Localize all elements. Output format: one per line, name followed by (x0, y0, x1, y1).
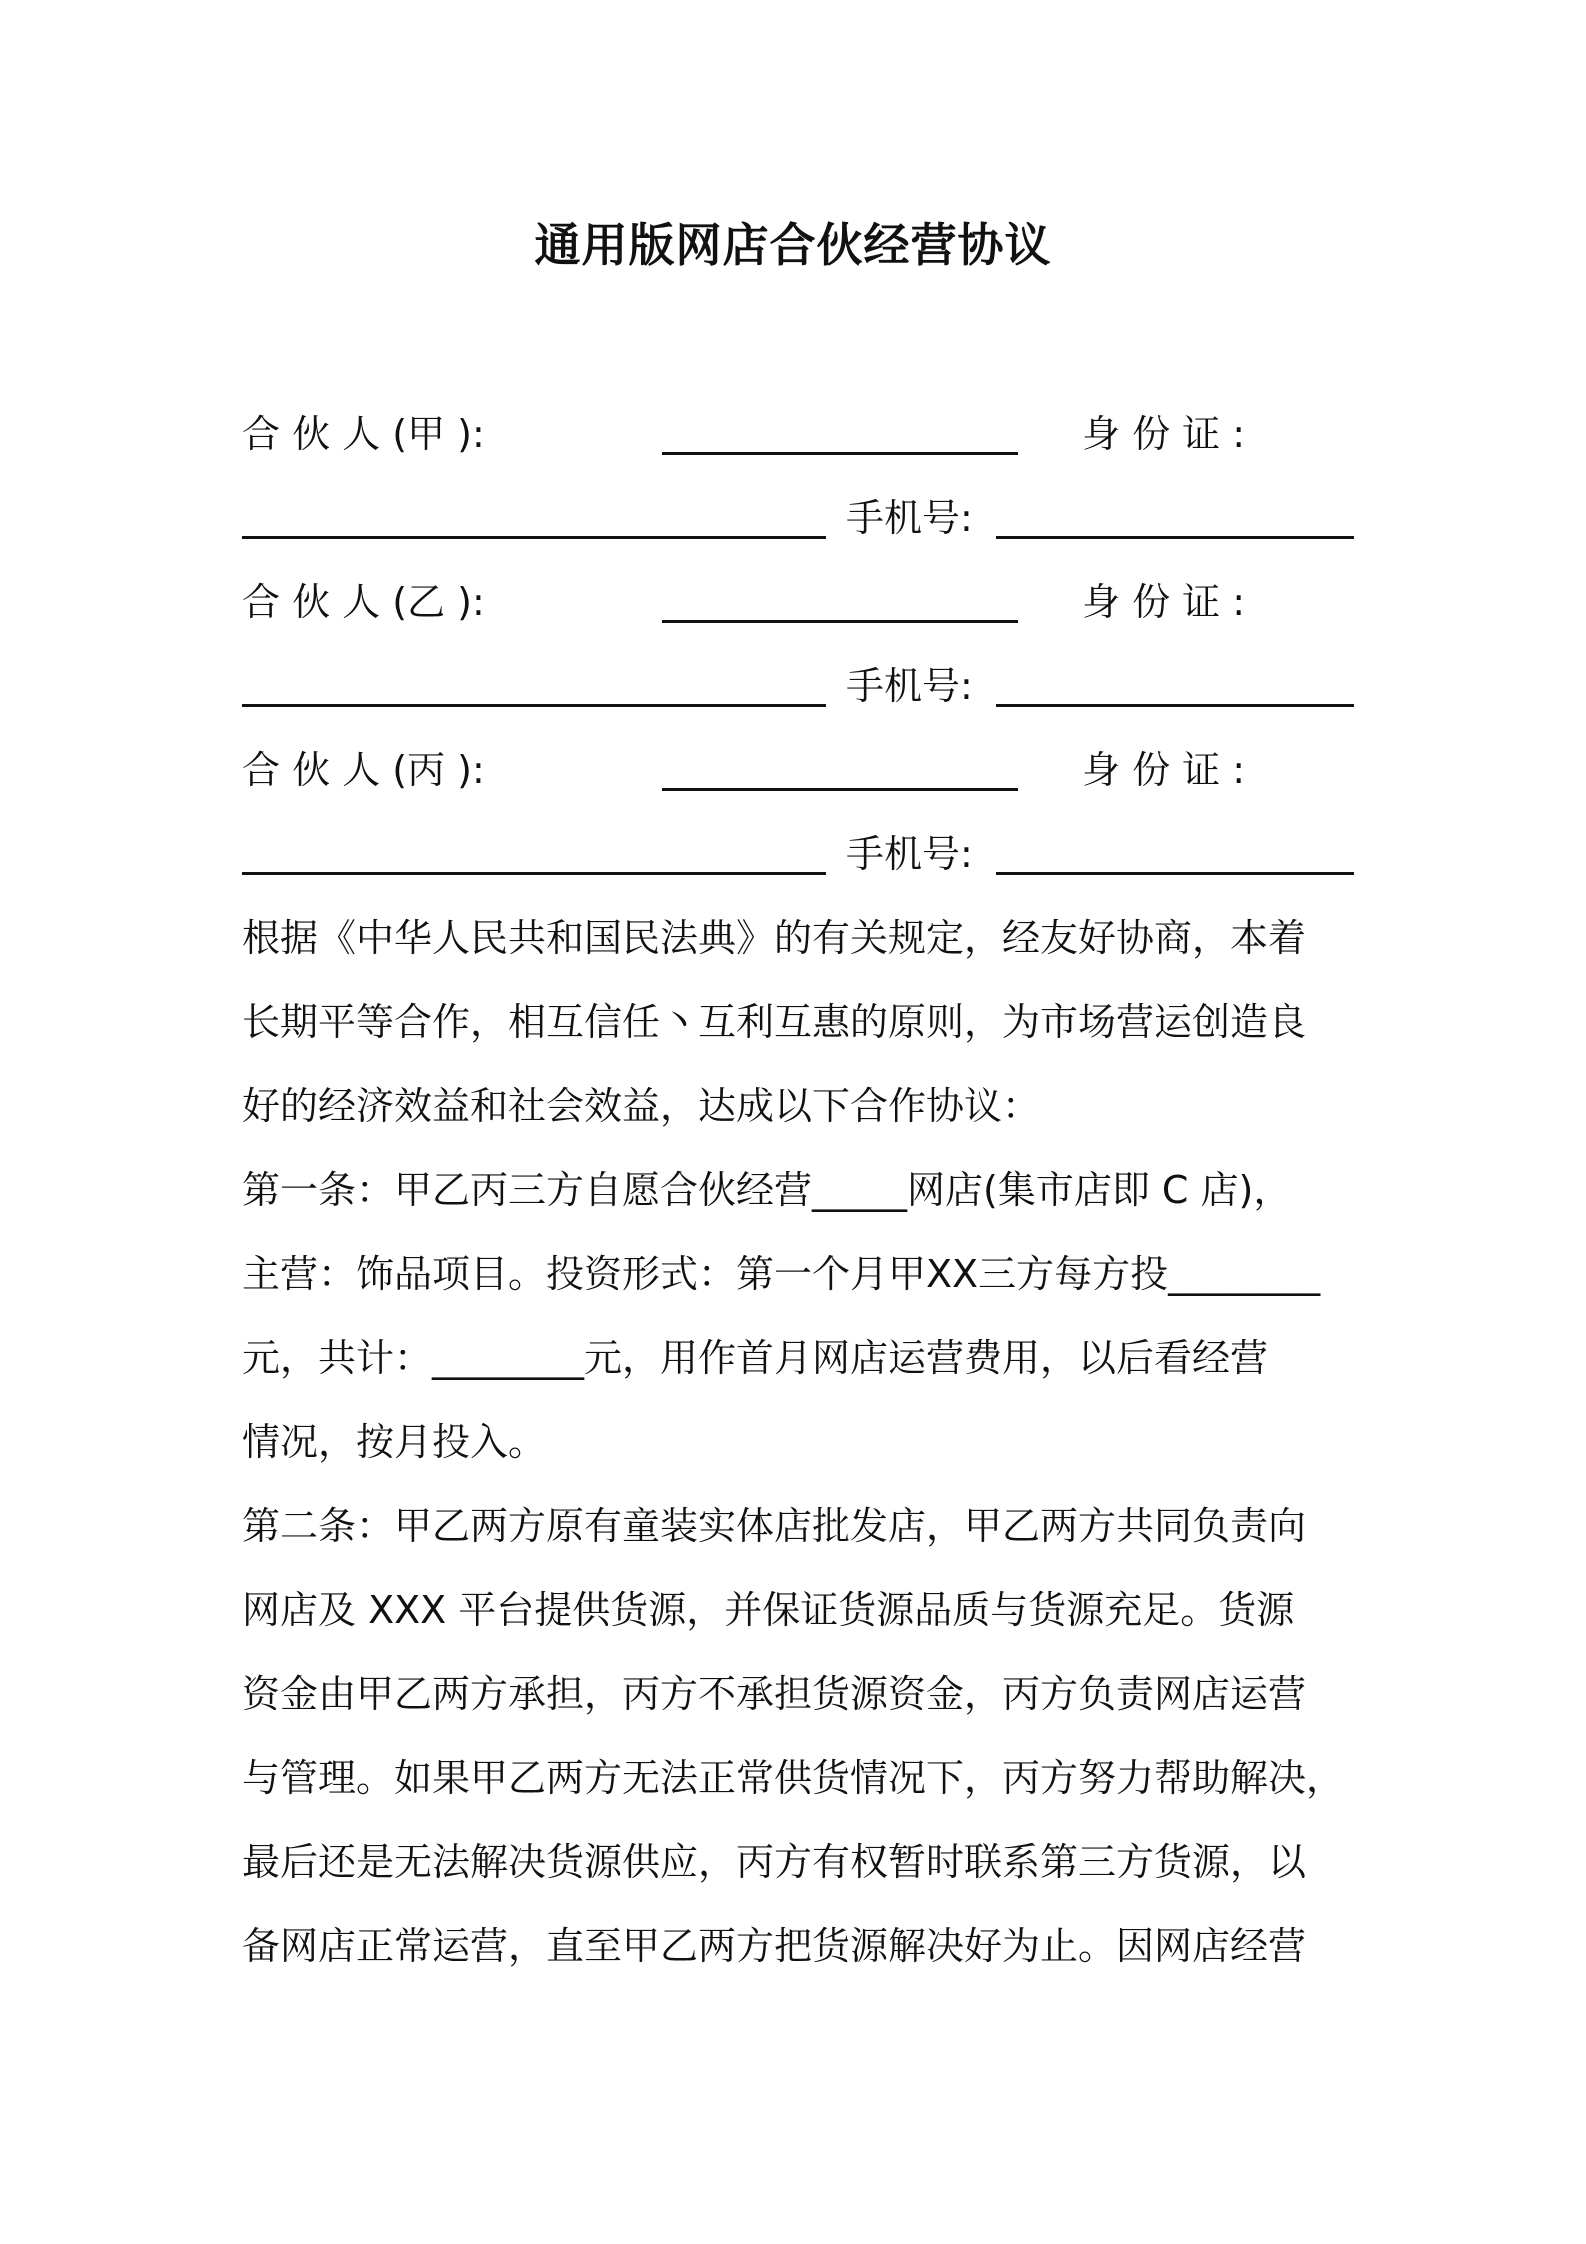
partner-b-id-label: 身 份 证 : (1082, 580, 1246, 624)
partner-a-id-row (242, 476, 1354, 560)
partner-c-id-row (242, 812, 1354, 896)
partner-c-id-label: 身 份 证 : (1082, 748, 1246, 792)
article-2-line: 与管理。如果甲乙两方无法正常供货情况下，丙方努力帮助解决， (242, 1756, 1345, 1800)
article-1-line: 情况，按月投入。 (242, 1420, 547, 1464)
document-title: 通用版网店合伙经营协议 (534, 218, 1052, 272)
partner-a-label: 合 伙 人 (甲 ): (242, 412, 485, 456)
intro-line: 好的经济效益和社会效益，达成以下合作协议： (242, 1084, 1041, 1128)
partner-a-phone-label: 手机号: (846, 496, 973, 540)
partner-a-row (242, 392, 1354, 476)
partner-b-phone-label: 手机号: (846, 664, 973, 708)
partner-b-label: 合 伙 人 (乙 ): (242, 580, 485, 624)
article-1-line: 第一条：甲乙丙三方自愿合伙经营_____网店(集市店即 C 店)， (242, 1168, 1292, 1212)
article-1-line: 元，共计：________元，用作首月网店运营费用，以后看经营 (242, 1336, 1269, 1380)
partner-c-name-blank (662, 732, 1018, 791)
partner-b-id-row (242, 644, 1354, 728)
article-2 (242, 1484, 1354, 1988)
partner-a-phone-blank (996, 480, 1354, 539)
article-2-line: 资金由甲乙两方承担，丙方不承担货源资金，丙方负责网店运营 (242, 1672, 1307, 1716)
partner-b-id-blank (242, 648, 826, 707)
partner-c-phone-blank (996, 816, 1354, 875)
article-2-line: 备网店正常运营，直至甲乙两方把货源解决好为止。因网店经营 (242, 1924, 1307, 1968)
partner-b-phone-blank (996, 648, 1354, 707)
intro-line: 长期平等合作，相互信任丶互利互惠的原则，为市场营运创造良 (242, 1000, 1307, 1044)
partner-c-id-blank (242, 816, 826, 875)
intro-paragraph (242, 896, 1354, 1148)
partner-c-row (242, 728, 1354, 812)
article-2-line: 第二条：甲乙两方原有童装实体店批发店，甲乙两方共同负责向 (242, 1504, 1307, 1548)
partner-a-name-blank (662, 396, 1018, 455)
partner-b-name-blank (662, 564, 1018, 623)
partner-a-id-blank (242, 480, 826, 539)
article-1 (242, 1148, 1354, 1484)
partner-b-row (242, 560, 1354, 644)
article-2-line: 最后还是无法解决货源供应，丙方有权暂时联系第三方货源，以 (242, 1840, 1307, 1884)
partner-c-label: 合 伙 人 (丙 ): (242, 748, 485, 792)
partner-c-phone-label: 手机号: (846, 832, 973, 876)
intro-line: 根据《中华人民共和国民法典》的有关规定，经友好协商，本着 (242, 916, 1307, 960)
article-2-line: 网店及 XXX 平台提供货源，并保证货源品质与货源充足。货源 (242, 1588, 1295, 1632)
partner-a-id-label: 身 份 证 : (1082, 412, 1246, 456)
article-1-line: 主营：饰品项目。投资形式：第一个月甲XX三方每方投________ (242, 1252, 1321, 1296)
